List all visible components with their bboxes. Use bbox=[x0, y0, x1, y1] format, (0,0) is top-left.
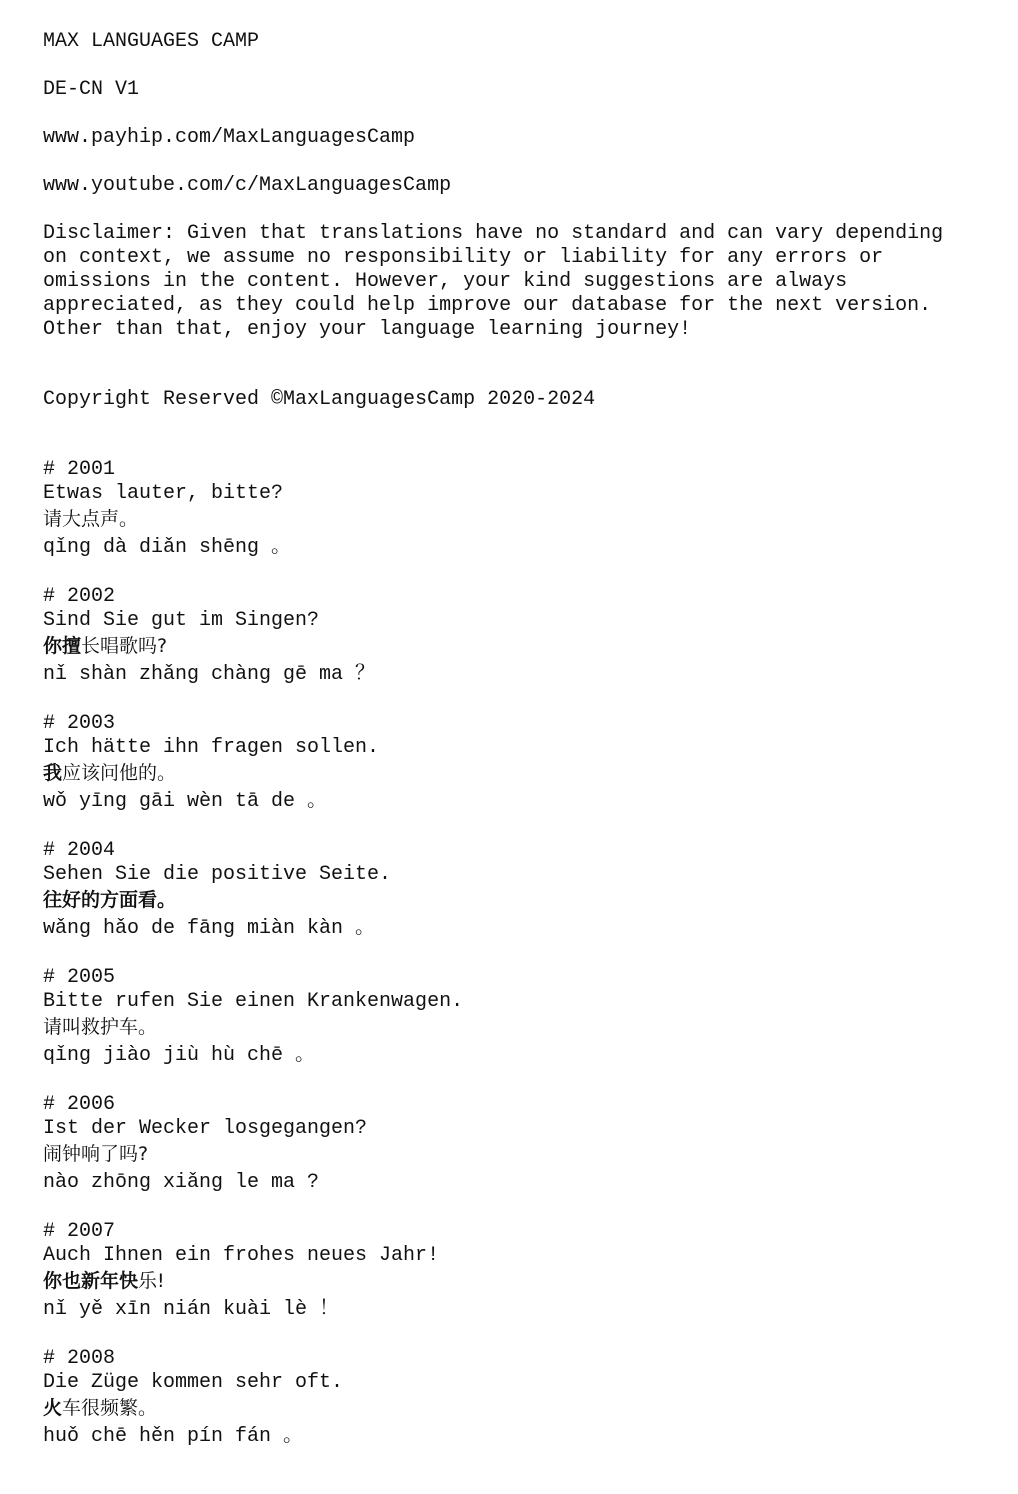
chinese-bold-part: 往好的方面看。 bbox=[43, 889, 177, 911]
chinese-phrase bbox=[43, 506, 983, 533]
disclaimer-text: Disclaimer: Given that translations have no standard and can vary depending on context, we assume no responsibility or liability for any errors or omissions in the content. However, your kind suggestions are always appreciated, as they could help improve our database for the next version. Other than that, enjoy your language learning journey! bbox=[43, 222, 956, 341]
chinese-regular-part: 请叫救护车。 bbox=[43, 1016, 158, 1038]
entry-number: # 2007 bbox=[43, 1220, 116, 1243]
phrase-entry-2008 bbox=[43, 1347, 983, 1452]
german-phrase: Sind Sie gut im Singen? bbox=[43, 609, 320, 632]
pinyin-phrase: nǐ yě xīn nián kuài lè ！ bbox=[43, 1298, 340, 1321]
german-phrase: Auch Ihnen ein frohes neues Jahr! bbox=[43, 1244, 440, 1267]
pinyin-phrase: wǎng hǎo de fāng miàn kàn 。 bbox=[43, 917, 376, 940]
entry-number: # 2003 bbox=[43, 712, 116, 735]
phrase-entry-2007 bbox=[43, 1220, 983, 1325]
entry-number: # 2005 bbox=[43, 966, 116, 989]
german-phrase: Etwas lauter, bitte? bbox=[43, 482, 284, 505]
edition-label: DE-CN V1 bbox=[43, 78, 140, 101]
chinese-phrase bbox=[43, 1268, 983, 1295]
pinyin-phrase: qǐng jiào jiù hù chē 。 bbox=[43, 1044, 316, 1067]
phrase-entry-2001 bbox=[43, 458, 983, 563]
german-phrase: Ich hätte ihn fragen sollen. bbox=[43, 736, 380, 759]
payhip-link[interactable]: www.payhip.com/MaxLanguagesCamp bbox=[43, 126, 416, 149]
phrase-entry-2004 bbox=[43, 839, 983, 944]
german-phrase: Bitte rufen Sie einen Krankenwagen. bbox=[43, 990, 464, 1013]
chinese-bold-part: 你也新年快 bbox=[43, 1270, 139, 1292]
youtube-link[interactable]: www.youtube.com/c/MaxLanguagesCamp bbox=[43, 174, 452, 197]
chinese-regular-part: 应该问他的。 bbox=[62, 762, 177, 784]
chinese-regular-part: 车很频繁。 bbox=[62, 1397, 158, 1419]
chinese-regular-part: 乐! bbox=[138, 1270, 165, 1292]
phrase-entry-2006 bbox=[43, 1093, 983, 1198]
phrase-entry-2005 bbox=[43, 966, 983, 1071]
entry-number: # 2006 bbox=[43, 1093, 116, 1116]
chinese-phrase bbox=[43, 1395, 983, 1422]
chinese-phrase bbox=[43, 887, 983, 914]
pinyin-phrase: nǐ shàn zhǎng chàng gē ma ？ bbox=[43, 663, 376, 686]
chinese-bold-part: 火 bbox=[43, 1397, 63, 1419]
chinese-phrase bbox=[43, 1141, 983, 1168]
chinese-bold-part: 你擅 bbox=[43, 635, 82, 657]
entry-number: # 2001 bbox=[43, 458, 116, 481]
document-page bbox=[43, 30, 983, 1474]
entry-number: # 2004 bbox=[43, 839, 116, 862]
german-phrase: Die Züge kommen sehr oft. bbox=[43, 1371, 344, 1394]
document-title: MAX LANGUAGES CAMP bbox=[43, 30, 260, 53]
german-phrase: Ist der Wecker losgegangen? bbox=[43, 1117, 368, 1140]
entry-number: # 2008 bbox=[43, 1347, 116, 1370]
pinyin-phrase: huǒ chē hěn pín fán 。 bbox=[43, 1425, 304, 1448]
chinese-regular-part: 长唱歌吗? bbox=[81, 635, 168, 657]
chinese-phrase bbox=[43, 760, 983, 787]
entry-number: # 2002 bbox=[43, 585, 116, 608]
chinese-phrase bbox=[43, 1014, 983, 1041]
phrase-entry-2003 bbox=[43, 712, 983, 817]
pinyin-phrase: qǐng dà diǎn shēng 。 bbox=[43, 536, 292, 559]
copyright-text: Copyright Reserved ©MaxLanguagesCamp 2020-2024 bbox=[43, 388, 596, 411]
chinese-regular-part: 请大点声。 bbox=[43, 508, 139, 530]
german-phrase: Sehen Sie die positive Seite. bbox=[43, 863, 392, 886]
phrase-entry-2002 bbox=[43, 585, 983, 690]
chinese-bold-part: 我 bbox=[43, 762, 63, 784]
chinese-regular-part: 闹钟响了吗? bbox=[43, 1143, 149, 1165]
pinyin-phrase: wǒ yīng gāi wèn tā de 。 bbox=[43, 790, 328, 813]
chinese-phrase bbox=[43, 633, 983, 660]
pinyin-phrase: nào zhōng xiǎng le ma ? bbox=[43, 1171, 320, 1194]
